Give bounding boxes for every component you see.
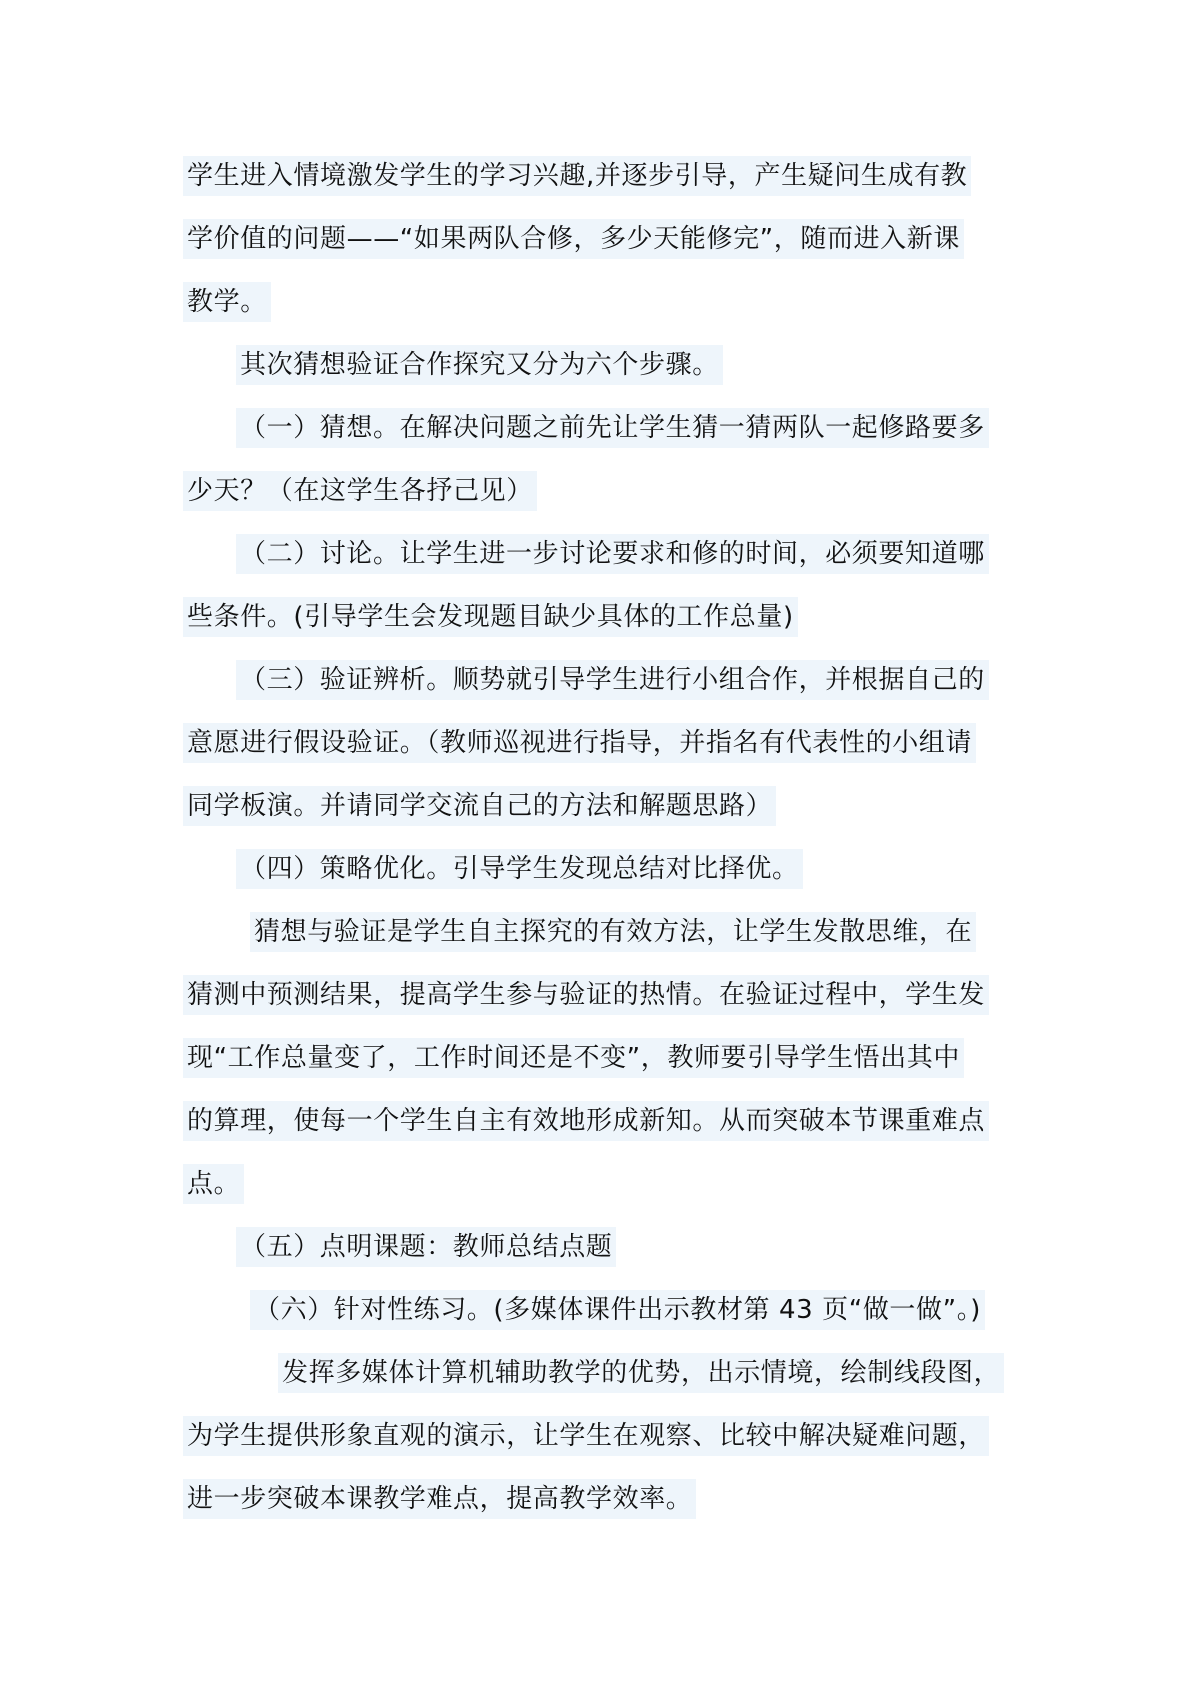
- text-line-13: 猜想与验证是学生自主探究的有效方法，让学生发散思维，在: [250, 912, 976, 952]
- text-line-16: 的算理，使每一个学生自主有效地形成新知。从而突破本节课重难点: [183, 1101, 989, 1141]
- text-line-1: 学生进入情境激发学生的学习兴趣,并逐步引导，产生疑问生成有教: [183, 156, 971, 196]
- text-line-4: 其次猜想验证合作探究又分为六个步骤。: [236, 345, 723, 385]
- text-line-5: （一）猜想。在解决问题之前先让学生猜一猜两队一起修路要多: [236, 408, 989, 448]
- text-line-19: （六）针对性练习。(多媒体课件出示教材第 43 页“做一做”。): [250, 1290, 985, 1330]
- text-line-15: 现“工作总量变了，工作时间还是不变”，教师要引导学生悟出其中: [183, 1038, 964, 1078]
- text-line-22: 进一步突破本课教学难点，提高教学效率。: [183, 1479, 696, 1519]
- text-line-8: 些条件。(引导学生会发现题目缺少具体的工作总量): [183, 597, 798, 637]
- text-line-10: 意愿进行假设验证。（教师巡视进行指导，并指名有代表性的小组请: [183, 723, 976, 763]
- text-line-7: （二）讨论。让学生进一步讨论要求和修的时间，必须要知道哪: [236, 534, 989, 574]
- text-line-18: （五）点明课题：教师总结点题: [236, 1227, 616, 1267]
- text-line-3: 教学。: [183, 282, 271, 322]
- text-line-14: 猜测中预测结果，提高学生参与验证的热情。在验证过程中，学生发: [183, 975, 989, 1015]
- text-line-6: 少天？（在这学生各抒己见）: [183, 471, 537, 511]
- text-line-21: 为学生提供形象直观的演示，让学生在观察、比较中解决疑难问题，: [183, 1416, 989, 1456]
- text-line-12: （四）策略优化。引导学生发现总结对比择优。: [236, 849, 803, 889]
- text-line-17: 点。: [183, 1164, 244, 1204]
- text-line-11: 同学板演。并请同学交流自己的方法和解题思路）: [183, 786, 776, 826]
- text-line-20: 发挥多媒体计算机辅助教学的优势，出示情境，绘制线段图，: [278, 1353, 1004, 1393]
- text-line-2: 学价值的问题——“如果两队合修，多少天能修完”，随而进入新课: [183, 219, 964, 259]
- text-line-9: （三）验证辨析。顺势就引导学生进行小组合作，并根据自己的: [236, 660, 989, 700]
